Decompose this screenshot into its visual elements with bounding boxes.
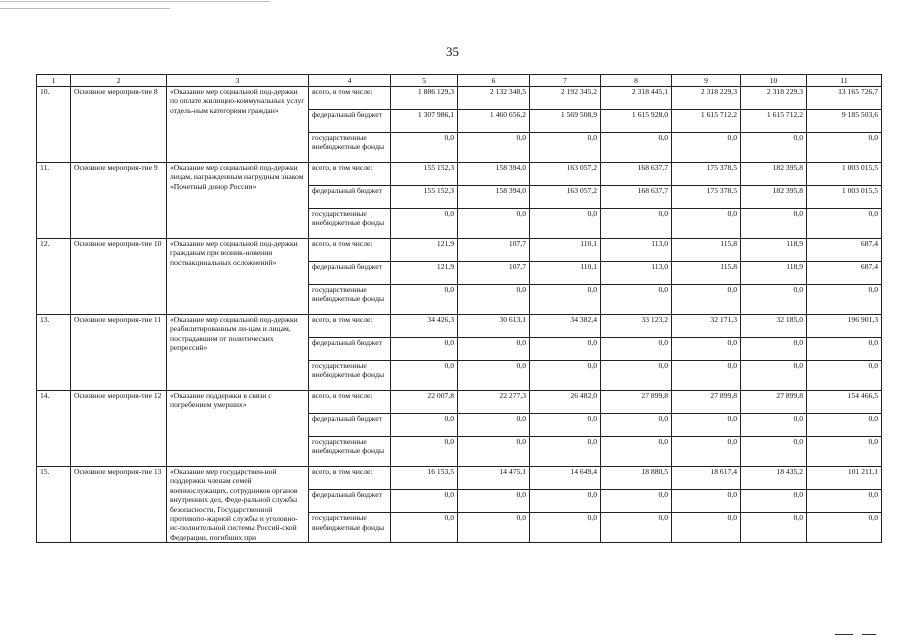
- funding-source-cell: всего, в том числе:: [309, 467, 391, 490]
- year-value-cell: 0,0: [601, 133, 672, 163]
- table-row: [37, 467, 882, 490]
- year-value-cell: 32 171,3: [672, 315, 741, 338]
- funding-source-cell: федеральный бюджет: [309, 414, 391, 437]
- column-number-cell: 1: [37, 75, 71, 87]
- year-value-cell: 0,0: [601, 490, 672, 513]
- year-value-cell: 121,9: [391, 262, 458, 285]
- year-value-cell: 155 152,3: [391, 163, 458, 186]
- total-value-cell: 0,0: [807, 361, 882, 391]
- row-number-cell: 10.: [37, 87, 71, 163]
- year-value-cell: 0,0: [672, 285, 741, 315]
- year-value-cell: 0,0: [672, 133, 741, 163]
- year-value-cell: 0,0: [530, 209, 601, 239]
- year-value-cell: 1 886 129,3: [391, 87, 458, 110]
- year-value-cell: 1 307 986,1: [391, 110, 458, 133]
- table-row: [37, 391, 882, 414]
- table-row: [37, 163, 882, 186]
- year-value-cell: 0,0: [672, 361, 741, 391]
- measure-name-cell: Основное мероприя-тие 12: [71, 391, 167, 467]
- measure-description-cell: «Оказание поддержки в связи с погребением умерших»: [167, 391, 309, 467]
- column-number-cell: 9: [672, 75, 741, 87]
- year-value-cell: 0,0: [672, 490, 741, 513]
- year-value-cell: 0,0: [601, 437, 672, 467]
- year-value-cell: 0,0: [741, 490, 807, 513]
- funding-source-cell: государственные внебюджетные фонды: [309, 133, 391, 163]
- column-number-cell: 7: [530, 75, 601, 87]
- total-value-cell: 13 165 726,7: [807, 87, 882, 110]
- year-value-cell: 115,8: [672, 239, 741, 262]
- year-value-cell: 0,0: [391, 361, 458, 391]
- year-value-cell: 34 426,3: [391, 315, 458, 338]
- row-number-cell: 14.: [37, 391, 71, 467]
- program-funding-table: [36, 74, 882, 543]
- total-value-cell: 0,0: [807, 490, 882, 513]
- column-number-cell: 2: [71, 75, 167, 87]
- year-value-cell: 16 153,5: [391, 467, 458, 490]
- total-value-cell: 687,4: [807, 262, 882, 285]
- year-value-cell: 158 394,0: [458, 163, 530, 186]
- year-value-cell: 113,0: [601, 239, 672, 262]
- scan-edge-line: [0, 1, 270, 2]
- table-row: [37, 239, 882, 262]
- year-value-cell: 110,1: [530, 262, 601, 285]
- year-value-cell: 182 395,8: [741, 186, 807, 209]
- year-value-cell: 107,7: [458, 262, 530, 285]
- total-value-cell: 196 901,3: [807, 315, 882, 338]
- column-number-cell: 10: [741, 75, 807, 87]
- year-value-cell: 0,0: [601, 209, 672, 239]
- funding-source-cell: федеральный бюджет: [309, 186, 391, 209]
- funding-source-cell: государственные внебюджетные фонды: [309, 209, 391, 239]
- year-value-cell: 30 613,1: [458, 315, 530, 338]
- measure-name-cell: Основное мероприя-тие 9: [71, 163, 167, 239]
- measure-description-cell: «Оказание мер социальной под-держки реабилитированным ли-цам и лицам, пострадавшим от политических репрессий»: [167, 315, 309, 391]
- year-value-cell: 0,0: [391, 490, 458, 513]
- funding-source-cell: всего, в том числе:: [309, 163, 391, 186]
- total-value-cell: 0,0: [807, 133, 882, 163]
- year-value-cell: 33 123,2: [601, 315, 672, 338]
- year-value-cell: 0,0: [672, 338, 741, 361]
- year-value-cell: 0,0: [530, 285, 601, 315]
- year-value-cell: 0,0: [601, 513, 672, 543]
- total-value-cell: 1 003 015,5: [807, 186, 882, 209]
- measure-description-cell: «Оказание мер государствен-ной поддержки членам семей военнослужащих, сотрудников органов внутренних дел, Феде-ральной службы безопасности, Государственной противопо-жарной службы и уголовно-ис-полнительной системы Россий-ской Федерации, погибших при: [167, 467, 309, 543]
- year-value-cell: 1 615 928,0: [601, 110, 672, 133]
- year-value-cell: 107,7: [458, 239, 530, 262]
- year-value-cell: 1 615 712,2: [672, 110, 741, 133]
- year-value-cell: 0,0: [458, 338, 530, 361]
- year-value-cell: 0,0: [391, 414, 458, 437]
- funding-source-cell: государственные внебюджетные фонды: [309, 513, 391, 543]
- row-number-cell: 13.: [37, 315, 71, 391]
- funding-source-cell: всего, в том числе:: [309, 315, 391, 338]
- year-value-cell: 27 899,8: [601, 391, 672, 414]
- year-value-cell: 163 057,2: [530, 163, 601, 186]
- page-number: 35: [446, 44, 459, 59]
- year-value-cell: 2 192 345,2: [530, 87, 601, 110]
- total-value-cell: 0,0: [807, 437, 882, 467]
- year-value-cell: 0,0: [530, 361, 601, 391]
- year-value-cell: 0,0: [458, 209, 530, 239]
- table-row: [37, 315, 882, 338]
- year-value-cell: 110,1: [530, 239, 601, 262]
- year-value-cell: 1 460 656,2: [458, 110, 530, 133]
- year-value-cell: 168 637,7: [601, 163, 672, 186]
- year-value-cell: 0,0: [601, 361, 672, 391]
- year-value-cell: 0,0: [530, 437, 601, 467]
- row-number-cell: 15.: [37, 467, 71, 543]
- year-value-cell: 0,0: [458, 361, 530, 391]
- year-value-cell: 2 318 445,1: [601, 87, 672, 110]
- year-value-cell: 32 185,0: [741, 315, 807, 338]
- year-value-cell: 121,9: [391, 239, 458, 262]
- year-value-cell: 18 435,2: [741, 467, 807, 490]
- year-value-cell: 0,0: [741, 285, 807, 315]
- year-value-cell: 2 132 348,5: [458, 87, 530, 110]
- footer-mark: [862, 634, 876, 635]
- funding-source-cell: федеральный бюджет: [309, 490, 391, 513]
- year-value-cell: 1 615 712,2: [741, 110, 807, 133]
- year-value-cell: 163 057,2: [530, 186, 601, 209]
- year-value-cell: 0,0: [458, 414, 530, 437]
- year-value-cell: 0,0: [391, 338, 458, 361]
- year-value-cell: 27 899,8: [672, 391, 741, 414]
- year-value-cell: 0,0: [601, 285, 672, 315]
- year-value-cell: 113,0: [601, 262, 672, 285]
- year-value-cell: 118,9: [741, 239, 807, 262]
- year-value-cell: 0,0: [530, 490, 601, 513]
- measure-name-cell: Основное мероприя-тие 10: [71, 239, 167, 315]
- measure-description-cell: «Оказание мер социальной под-держки гражданам при возник-новении поствакцинальных осложнений»: [167, 239, 309, 315]
- year-value-cell: 0,0: [391, 437, 458, 467]
- year-value-cell: 34 382,4: [530, 315, 601, 338]
- total-value-cell: 1 003 015,5: [807, 163, 882, 186]
- column-number-cell: 6: [458, 75, 530, 87]
- year-value-cell: 0,0: [530, 338, 601, 361]
- year-value-cell: 0,0: [458, 513, 530, 543]
- year-value-cell: 155 152,3: [391, 186, 458, 209]
- funding-source-cell: всего, в том числе:: [309, 87, 391, 110]
- funding-source-cell: государственные внебюджетные фонды: [309, 285, 391, 315]
- year-value-cell: 158 394,0: [458, 186, 530, 209]
- total-value-cell: 0,0: [807, 209, 882, 239]
- total-value-cell: 154 466,5: [807, 391, 882, 414]
- year-value-cell: 0,0: [458, 285, 530, 315]
- year-value-cell: 22 007,8: [391, 391, 458, 414]
- year-value-cell: 0,0: [741, 209, 807, 239]
- year-value-cell: 0,0: [458, 133, 530, 163]
- total-value-cell: 0,0: [807, 285, 882, 315]
- total-value-cell: 101 211,1: [807, 467, 882, 490]
- year-value-cell: 0,0: [741, 361, 807, 391]
- table-row: [37, 87, 882, 110]
- year-value-cell: 175 378,5: [672, 186, 741, 209]
- total-value-cell: 9 185 503,6: [807, 110, 882, 133]
- year-value-cell: 182 395,8: [741, 163, 807, 186]
- year-value-cell: 0,0: [391, 209, 458, 239]
- year-value-cell: 0,0: [530, 513, 601, 543]
- year-value-cell: 168 637,7: [601, 186, 672, 209]
- year-value-cell: 0,0: [530, 414, 601, 437]
- year-value-cell: 0,0: [458, 490, 530, 513]
- year-value-cell: 0,0: [391, 133, 458, 163]
- total-value-cell: 0,0: [807, 513, 882, 543]
- total-value-cell: 0,0: [807, 338, 882, 361]
- year-value-cell: 0,0: [672, 414, 741, 437]
- funding-source-cell: федеральный бюджет: [309, 110, 391, 133]
- column-number-cell: 5: [391, 75, 458, 87]
- row-number-cell: 12.: [37, 239, 71, 315]
- measure-description-cell: «Оказание мер социальной под-держки лицам, награжденным нагрудным знаком «Почетный донор России»: [167, 163, 309, 239]
- scan-edge-line-short: [0, 8, 170, 9]
- year-value-cell: 0,0: [741, 338, 807, 361]
- total-value-cell: 0,0: [807, 414, 882, 437]
- measure-name-cell: Основное мероприя-тие 11: [71, 315, 167, 391]
- year-value-cell: 1 569 508,9: [530, 110, 601, 133]
- year-value-cell: 2 318 229,3: [741, 87, 807, 110]
- year-value-cell: 2 318 229,3: [672, 87, 741, 110]
- year-value-cell: 0,0: [601, 338, 672, 361]
- year-value-cell: 0,0: [601, 414, 672, 437]
- year-value-cell: 22 277,3: [458, 391, 530, 414]
- year-value-cell: 14 649,4: [530, 467, 601, 490]
- year-value-cell: 0,0: [741, 437, 807, 467]
- column-number-cell: 4: [309, 75, 391, 87]
- funding-source-cell: всего, в том числе:: [309, 391, 391, 414]
- year-value-cell: 27 899,8: [741, 391, 807, 414]
- column-number-cell: 3: [167, 75, 309, 87]
- year-value-cell: 0,0: [672, 437, 741, 467]
- year-value-cell: 14 475,1: [458, 467, 530, 490]
- year-value-cell: 115,8: [672, 262, 741, 285]
- row-number-cell: 11.: [37, 163, 71, 239]
- funding-source-cell: федеральный бюджет: [309, 262, 391, 285]
- year-value-cell: 0,0: [741, 513, 807, 543]
- year-value-cell: 0,0: [458, 437, 530, 467]
- year-value-cell: 18 880,5: [601, 467, 672, 490]
- year-value-cell: 118,9: [741, 262, 807, 285]
- total-value-cell: 687,4: [807, 239, 882, 262]
- year-value-cell: 26 482,0: [530, 391, 601, 414]
- year-value-cell: 175 378,5: [672, 163, 741, 186]
- year-value-cell: 0,0: [391, 285, 458, 315]
- funding-source-cell: государственные внебюджетные фонды: [309, 361, 391, 391]
- column-number-cell: 11: [807, 75, 882, 87]
- measure-description-cell: «Оказание мер социальной под-держки по оплате жилищно-коммунальных услуг отдель-ным категориям граждан»: [167, 87, 309, 163]
- column-number-cell: 8: [601, 75, 672, 87]
- year-value-cell: 0,0: [530, 133, 601, 163]
- funding-source-cell: федеральный бюджет: [309, 338, 391, 361]
- year-value-cell: 18 617,4: [672, 467, 741, 490]
- year-value-cell: 0,0: [672, 513, 741, 543]
- footer-mark: [835, 634, 853, 635]
- funding-source-cell: всего, в том числе:: [309, 239, 391, 262]
- measure-name-cell: Основное мероприя-тие 13: [71, 467, 167, 543]
- year-value-cell: 0,0: [741, 133, 807, 163]
- year-value-cell: 0,0: [672, 209, 741, 239]
- year-value-cell: 0,0: [741, 414, 807, 437]
- measure-name-cell: Основное мероприя-тие 8: [71, 87, 167, 163]
- funding-source-cell: государственные внебюджетные фонды: [309, 437, 391, 467]
- year-value-cell: 0,0: [391, 513, 458, 543]
- column-number-row: [37, 75, 882, 87]
